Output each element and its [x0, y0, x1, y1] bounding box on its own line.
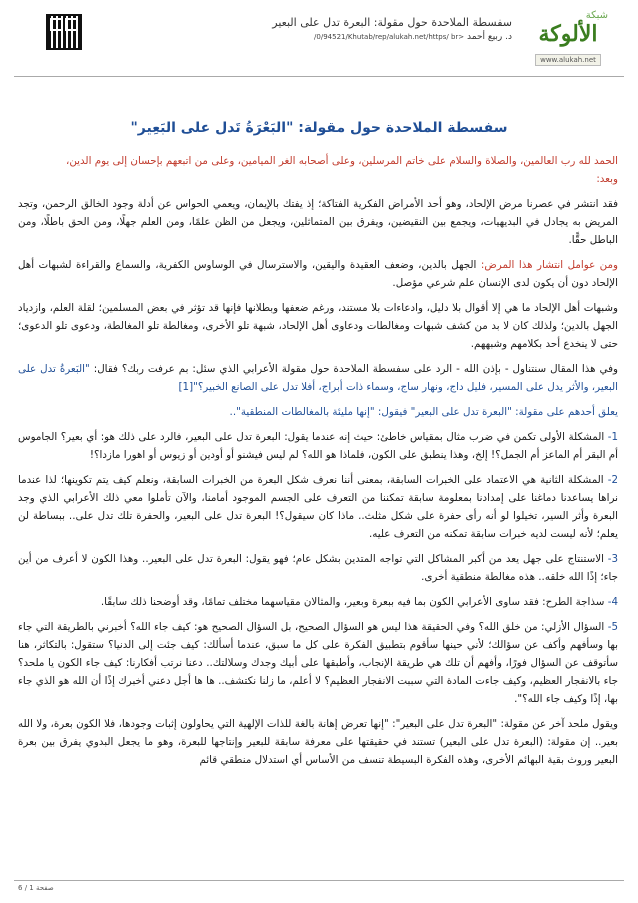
point-number: 4- [607, 596, 618, 608]
numbered-point [18, 593, 618, 611]
paragraph-text: وفي هذا المقال سنتناول - بإذن الله - الرد على سفسطة الملاحدة حول مقولة الأعرابي الذي سئل: بم عرفت ربك؟ فقال: [89, 363, 618, 375]
point-number: 5- [607, 621, 618, 633]
paragraph: فقد انتشر في عصرنا مرض الإلحاد، وهو أحد الأمراض الفكرية الفتاكة؛ إذ يفتك بالإيمان، ويعمي الحواس عن أدلة وجود الخالق الرحمن، وتجد المريض به يجادل في البديهيات، ويجمع بين النقيضين، ويفرق بين المتماثلين، ويجعل من الظن علمًا، ومن العلم جهلًا، ومن الحق باطلًا، ومن الباطل حقًّا. [18, 198, 618, 246]
point-number: 3- [607, 553, 618, 565]
paragraph: ويقول ملحد آخر عن مقولة: "البعرة تدل على البعير": "إنها تعرض إهانة بالغة للذات الإلهية التي يحاولون إثبات وجودها، فلا الكون بعرة، ولا الله بعير.. إن مقولة: (البعرة تدل على البعير) تستند في حقيقتها على معرفة سابقة للبعير وإنتاجها للبعرة، وهو ما يجعل البدوي يفرق بين بعرة البعير وروث بقية البهائم الأخرى، وهذه الفكرة البسيطة تنسف من الأساس أي استدلال منطقي قائم [18, 718, 618, 766]
paragraph: وشبهات أهل الإلحاد ما هي إلا أقوال بلا دليل، وادعاءات بلا مستند، ورغم ضعفها وبطلانها فإنها قد تؤثر في بعض المسلمين؛ لقلة العلم، وازدياد الجهل بالدين؛ ولذلك كان لا بد من كشف شبهات ومغالطات ودعاوى أهل الإلحاد، شبهة تلو الأخرى، ومغالطة تلو المغالطة، ودعوى تلو الدعوى؛ حتى لا ينخدع أحد بكلامهم وشبههم. [18, 302, 618, 350]
paragraph-text: الجهل بالدين، وضعف العقيدة واليقين، والاسترسال في الوساوس الكفرية، والسماع والقراءة لشبهات أهل الإلحاد دون أن يكون لدى الإنسان علم شرعي مؤصل. [18, 259, 618, 289]
intro-text: الحمد لله رب العالمين، والصلاة والسلام على خاتم المرسلين، وعلى أصحابه الغر الميامين، وعلى من اتبعهم بإحسان إلى يوم الدين، [66, 155, 618, 167]
author-name: د. ربيع أحمد [467, 32, 512, 42]
paragraph-intro [18, 152, 618, 188]
paragraph-lead: ومن عوامل انتشار هذا المرض: [480, 259, 618, 271]
point-text: المشكلة الأولى تكمن في ضرب مثال بمقياس خاطئ: حيث إنه عندما يقول: البعرة تدل على البعير، فالرد على ذلك هو: أي بعير؟ الجاموس أم البقر أم الماعز أم الجمل؟! إلخ، وهذا ينطبق على الكون، فلماذا هو الله؟ لم ليس فيشنو أو أودين أو زيوس أو اهورا مازدا؟! [18, 431, 618, 461]
header-title: سفسطة الملاحدة حول مقولة: البعرة تدل على البعير [272, 16, 512, 29]
point-text: سذاجة الطرح: فقد ساوى الأعرابي الكون بما فيه ببعرة وبعير، والمثالان مقياسهما مختلف تمامًا، وقد أوضحنا ذلك سابقًا. [100, 596, 608, 608]
header-url[interactable]: /0/94521/Khutab/rep/alukah.net/https/ br> [314, 33, 465, 41]
qr-code-icon [46, 14, 82, 50]
numbered-point [18, 618, 618, 708]
document-title: سفسطة الملاحدة حول مقولة: "البَعْرَةُ تَدل على البَعِير" [130, 120, 508, 136]
header-author [314, 32, 512, 42]
numbered-point [18, 550, 618, 586]
alukah-logo[interactable] [522, 10, 614, 76]
footer-divider [14, 880, 624, 881]
numbered-point [18, 471, 618, 543]
point-number: 2- [607, 474, 618, 486]
footnote-link[interactable]: [1] [178, 381, 194, 393]
quote-text: "البَعرةُ تدل على البعير، والأثر يدل على المسير، فليل داج، ونهار ساج، وسماء ذات أبراج، أفلا تدل على الصانع الخبير؟" [18, 363, 618, 393]
point-number: 1- [607, 431, 618, 443]
numbered-point [18, 428, 618, 464]
article-body [18, 152, 618, 776]
intro-and-then: وبعد: [596, 173, 618, 185]
point-text: المشكلة الثانية هي الاعتماد على الخبرات السابقة، بمعنى أننا نعرف شكل البعرة من الخبرات السابقة، ونعلم كيف يتم تكوينها؛ لذا عندما نراها يساعدنا دماغنا على إمدادنا بمعلومة سابقة تمكننا من التعرف على الجسم الموجود أمامنا، والآن تأملوا معي ذلك الأعرابي الذي وجد البعرة وأثر السير، تخيلوا لو أنه رأى حفرة على شكل مثلث.. ماذا كان سيقول؟! البعرة تدل على البعير، والحفرة تلك تدل على.. ببساطة لن يعلم؛ لأنه ليست لديه خبرات سابقة تمكنه من التعرف عليه. [18, 474, 618, 540]
point-text: الاستنتاج على جهل يعد من أكبر المشاكل التي تواجه المتدين بشكل عام؛ فهو يقول: البعرة تدل على البعير.. وهذا الكون لا أعرف من أين جاء؛ إذًا الله خلقه.. هذه مغالطة منطقية أخرى. [18, 553, 618, 583]
logo-small-text: شبكة [585, 10, 608, 21]
logo-url: www.alukah.net [535, 54, 601, 66]
logo-main-text: الألوكة [538, 21, 598, 47]
header-divider [14, 76, 624, 77]
page-header [14, 10, 624, 78]
page-number: صفحة 1 / 6 [18, 884, 54, 892]
paragraph [18, 360, 618, 396]
paragraph-heading: يعلق أحدهم على مقولة: "البعرة تدل على البعير" فيقول: "إنها مليئة بالمغالطات المنطقية".. [229, 406, 618, 418]
paragraph [18, 256, 618, 292]
point-text: السؤال الأزلي: من خلق الله؟ وفي الحقيقة هذا ليس هو السؤال الصحيح، بل السؤال الصحيح هو: كيف جاء الله؟ أخبرني بالطريقة التي جاء بها وسأفهم وأكف عن سؤالك؛ لأني حينها سأقوم بتطبيق الفكرة على كل ما سبق، عندما أسألك: كيف جئت إلى الدنيا؟ ستقول: بالتكاثر، هنا سأتوقف عن السؤال فورًا، وأفهم أن تلك هي طريقة الإنجاب، وأطبقها على أبيك وجدك وسلالتك.. دعنا نرتب أفكارنا: كيف جاء الكون يا ملحد؟ جاء بالانفجار العظيم، وكيف جاءت المادة التي سببت الانفجار العظيم؟ لا أعلم، ما زلنا نكتشف.. ها ها أجل دعني أخبرك إذًا أن الله هو الذي جاء بها، إذًا وكيف جاء الله؟". [18, 621, 618, 705]
